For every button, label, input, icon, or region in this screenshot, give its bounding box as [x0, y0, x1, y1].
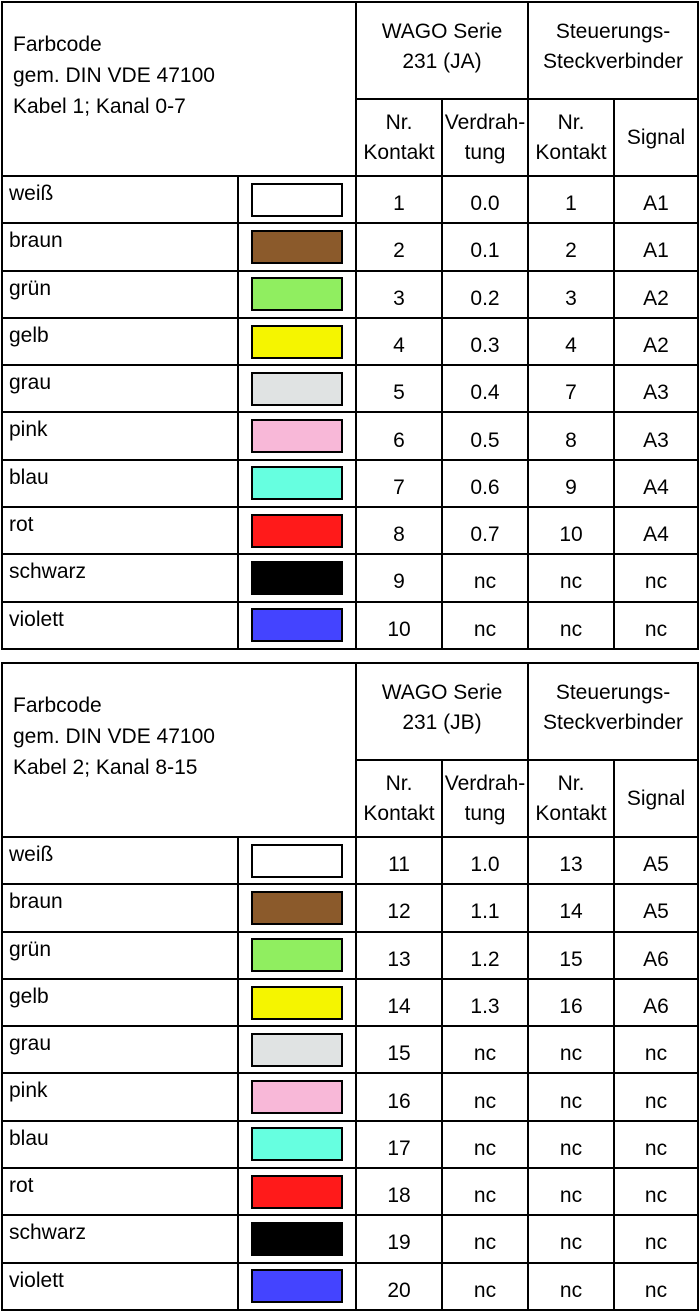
color-name: violett	[2, 1263, 238, 1310]
table-row	[2, 507, 698, 554]
color-name: gelb	[2, 979, 238, 1026]
color-swatch-cell	[238, 554, 356, 601]
table-title	[2, 663, 356, 837]
title-line: Kabel 1; Kanal 0-7	[13, 95, 186, 118]
kontakt-cell: 1	[528, 176, 614, 223]
verdrahtung-cell: nc	[442, 1026, 528, 1073]
nr-kontakt-cell: 8	[356, 507, 442, 554]
color-name: grün	[2, 271, 238, 318]
kontakt-cell: nc	[528, 1073, 614, 1120]
color-name: violett	[2, 602, 238, 649]
table-row	[2, 1026, 698, 1073]
table-row	[2, 412, 698, 459]
nr-kontakt-cell: 9	[356, 554, 442, 601]
color-name: blau	[2, 1121, 238, 1168]
color-swatch	[251, 1269, 343, 1303]
wiring-table-cable-2	[1, 662, 699, 1311]
color-name: pink	[2, 1073, 238, 1120]
signal-cell: A6	[614, 979, 698, 1026]
color-name: braun	[2, 884, 238, 931]
signal-header: Signal	[614, 760, 698, 837]
verdrahtung-cell: 1.3	[442, 979, 528, 1026]
color-name: weiß	[2, 176, 238, 223]
connector-header-line: Steckverbinder	[542, 50, 684, 73]
nr-kontakt-cell: 10	[356, 602, 442, 649]
color-name: grau	[2, 1026, 238, 1073]
color-name: rot	[2, 507, 238, 554]
nr-kontakt-header: Nr. Kontakt	[356, 760, 442, 837]
kontakt-cell: 10	[528, 507, 614, 554]
signal-cell: A4	[614, 507, 698, 554]
verdrahtung-cell: 0.3	[442, 318, 528, 365]
kontakt-cell: 9	[528, 460, 614, 507]
signal-cell: nc	[614, 602, 698, 649]
verdrahtung-cell: 0.2	[442, 271, 528, 318]
color-swatch	[251, 419, 343, 453]
color-swatch	[251, 277, 343, 311]
table-title	[2, 2, 356, 176]
color-name: pink	[2, 412, 238, 459]
connector-header-line: Steuerungs-	[555, 681, 671, 704]
color-name: grün	[2, 932, 238, 979]
verdrahtung-cell: nc	[442, 1168, 528, 1215]
table-row	[2, 176, 698, 223]
kontakt-cell: 3	[528, 271, 614, 318]
nr-kontakt-cell: 7	[356, 460, 442, 507]
verdrahtung-cell: nc	[442, 554, 528, 601]
nr-kontakt-cell: 17	[356, 1121, 442, 1168]
color-name: grau	[2, 365, 238, 412]
color-swatch	[251, 938, 343, 972]
wago-header-line: 231 (JA)	[402, 50, 482, 73]
color-swatch-cell	[238, 884, 356, 931]
color-swatch-cell	[238, 507, 356, 554]
verdrahtung-cell: nc	[442, 1121, 528, 1168]
table-row	[2, 602, 698, 649]
table-row	[2, 884, 698, 931]
nr-kontakt-cell: 20	[356, 1263, 442, 1310]
title-line: Farbcode	[13, 33, 102, 56]
nr-kontakt-cell: 3	[356, 271, 442, 318]
kontakt-cell: 8	[528, 412, 614, 459]
connector-header-line: Steckverbinder	[542, 711, 684, 734]
color-swatch-cell	[238, 602, 356, 649]
nr-kontakt-cell: 13	[356, 932, 442, 979]
table-row	[2, 460, 698, 507]
color-swatch-cell	[238, 460, 356, 507]
table-row	[2, 271, 698, 318]
verdrahtung-cell: 0.6	[442, 460, 528, 507]
verdrahtung-cell: nc	[442, 1263, 528, 1310]
signal-cell: A1	[614, 223, 698, 270]
table-row	[2, 318, 698, 365]
signal-cell: nc	[614, 554, 698, 601]
color-swatch	[251, 608, 343, 642]
color-name: rot	[2, 1168, 238, 1215]
color-swatch	[251, 891, 343, 925]
signal-cell: A3	[614, 412, 698, 459]
wiring-table-cable-1	[1, 1, 699, 650]
kontakt-header: Nr. Kontakt	[528, 99, 614, 176]
color-swatch	[251, 183, 343, 217]
signal-cell: nc	[614, 1215, 698, 1262]
connector-header	[528, 663, 698, 760]
verdrahtung-cell: 0.1	[442, 223, 528, 270]
connector-header-line: Steuerungs-	[555, 20, 671, 43]
verdrahtung-cell: nc	[442, 602, 528, 649]
signal-cell: A5	[614, 884, 698, 931]
title-line: gem. DIN VDE 47100	[13, 725, 215, 748]
color-swatch	[251, 986, 343, 1020]
table-row	[2, 1168, 698, 1215]
nr-kontakt-cell: 19	[356, 1215, 442, 1262]
kontakt-cell: 7	[528, 365, 614, 412]
kontakt-header: Nr. Kontakt	[528, 760, 614, 837]
color-swatch	[251, 844, 343, 878]
kontakt-cell: nc	[528, 1263, 614, 1310]
verdrahtung-cell: 1.2	[442, 932, 528, 979]
wago-header-line: 231 (JB)	[402, 711, 482, 734]
nr-kontakt-cell: 16	[356, 1073, 442, 1120]
signal-cell: nc	[614, 1168, 698, 1215]
nr-kontakt-cell: 4	[356, 318, 442, 365]
signal-cell: nc	[614, 1073, 698, 1120]
nr-kontakt-cell: 18	[356, 1168, 442, 1215]
nr-kontakt-header: Nr. Kontakt	[356, 99, 442, 176]
kontakt-cell: nc	[528, 554, 614, 601]
kontakt-cell: nc	[528, 1215, 614, 1262]
color-swatch	[251, 514, 343, 548]
verdrahtung-cell: 1.0	[442, 837, 528, 884]
color-swatch	[251, 1033, 343, 1067]
color-swatch-cell	[238, 1073, 356, 1120]
signal-cell: nc	[614, 1026, 698, 1073]
signal-cell: A4	[614, 460, 698, 507]
wago-header-line: WAGO Serie	[381, 20, 503, 43]
color-name: braun	[2, 223, 238, 270]
table-row	[2, 1121, 698, 1168]
kontakt-cell: 16	[528, 979, 614, 1026]
color-swatch	[251, 1080, 343, 1114]
verdrahtung-cell: 0.7	[442, 507, 528, 554]
title-line: Farbcode	[13, 694, 102, 717]
kontakt-cell: 15	[528, 932, 614, 979]
color-name: blau	[2, 460, 238, 507]
verdrahtung-cell: 0.0	[442, 176, 528, 223]
color-name: weiß	[2, 837, 238, 884]
signal-cell: A6	[614, 932, 698, 979]
nr-kontakt-cell: 2	[356, 223, 442, 270]
kontakt-cell: nc	[528, 1168, 614, 1215]
signal-cell: nc	[614, 1263, 698, 1310]
table-row	[2, 223, 698, 270]
color-swatch-cell	[238, 932, 356, 979]
color-swatch	[251, 1175, 343, 1209]
kontakt-cell: 14	[528, 884, 614, 931]
table-row	[2, 554, 698, 601]
verdrahtung-header: Verdrah- tung	[442, 760, 528, 837]
nr-kontakt-cell: 14	[356, 979, 442, 1026]
verdrahtung-header: Verdrah- tung	[442, 99, 528, 176]
color-swatch-cell	[238, 979, 356, 1026]
verdrahtung-cell: nc	[442, 1073, 528, 1120]
table-row	[2, 1215, 698, 1262]
signal-cell: A2	[614, 271, 698, 318]
color-swatch-cell	[238, 1026, 356, 1073]
color-name: gelb	[2, 318, 238, 365]
signal-cell: A1	[614, 176, 698, 223]
color-swatch-cell	[238, 271, 356, 318]
kontakt-cell: 13	[528, 837, 614, 884]
signal-header: Signal	[614, 99, 698, 176]
verdrahtung-cell: 0.5	[442, 412, 528, 459]
table-row	[2, 1263, 698, 1310]
nr-kontakt-cell: 1	[356, 176, 442, 223]
signal-cell: A3	[614, 365, 698, 412]
wago-header-line: WAGO Serie	[381, 681, 503, 704]
color-name: schwarz	[2, 554, 238, 601]
table-row	[2, 1073, 698, 1120]
nr-kontakt-cell: 11	[356, 837, 442, 884]
table-row	[2, 979, 698, 1026]
color-swatch-cell	[238, 1121, 356, 1168]
kontakt-cell: 4	[528, 318, 614, 365]
color-swatch-cell	[238, 1168, 356, 1215]
title-line: Kabel 2; Kanal 8-15	[13, 756, 198, 779]
color-swatch-cell	[238, 412, 356, 459]
table-row	[2, 365, 698, 412]
verdrahtung-cell: 1.1	[442, 884, 528, 931]
color-swatch-cell	[238, 223, 356, 270]
nr-kontakt-cell: 6	[356, 412, 442, 459]
color-swatch-cell	[238, 1215, 356, 1262]
color-swatch-cell	[238, 176, 356, 223]
table-row	[2, 932, 698, 979]
signal-cell: A2	[614, 318, 698, 365]
wago-header	[356, 663, 528, 760]
signal-cell: nc	[614, 1121, 698, 1168]
verdrahtung-cell: 0.4	[442, 365, 528, 412]
nr-kontakt-cell: 5	[356, 365, 442, 412]
color-swatch	[251, 1127, 343, 1161]
verdrahtung-cell: nc	[442, 1215, 528, 1262]
title-line: gem. DIN VDE 47100	[13, 64, 215, 87]
color-swatch	[251, 325, 343, 359]
color-name: schwarz	[2, 1215, 238, 1262]
table-row	[2, 837, 698, 884]
color-swatch-cell	[238, 365, 356, 412]
color-swatch	[251, 466, 343, 500]
nr-kontakt-cell: 12	[356, 884, 442, 931]
color-swatch	[251, 1222, 343, 1256]
color-swatch-cell	[238, 1263, 356, 1310]
kontakt-cell: nc	[528, 1121, 614, 1168]
signal-cell: A5	[614, 837, 698, 884]
color-swatch	[251, 372, 343, 406]
nr-kontakt-cell: 15	[356, 1026, 442, 1073]
color-swatch	[251, 561, 343, 595]
color-swatch-cell	[238, 837, 356, 884]
connector-header	[528, 2, 698, 99]
wago-header	[356, 2, 528, 99]
kontakt-cell: nc	[528, 602, 614, 649]
color-swatch-cell	[238, 318, 356, 365]
color-swatch	[251, 230, 343, 264]
kontakt-cell: nc	[528, 1026, 614, 1073]
kontakt-cell: 2	[528, 223, 614, 270]
